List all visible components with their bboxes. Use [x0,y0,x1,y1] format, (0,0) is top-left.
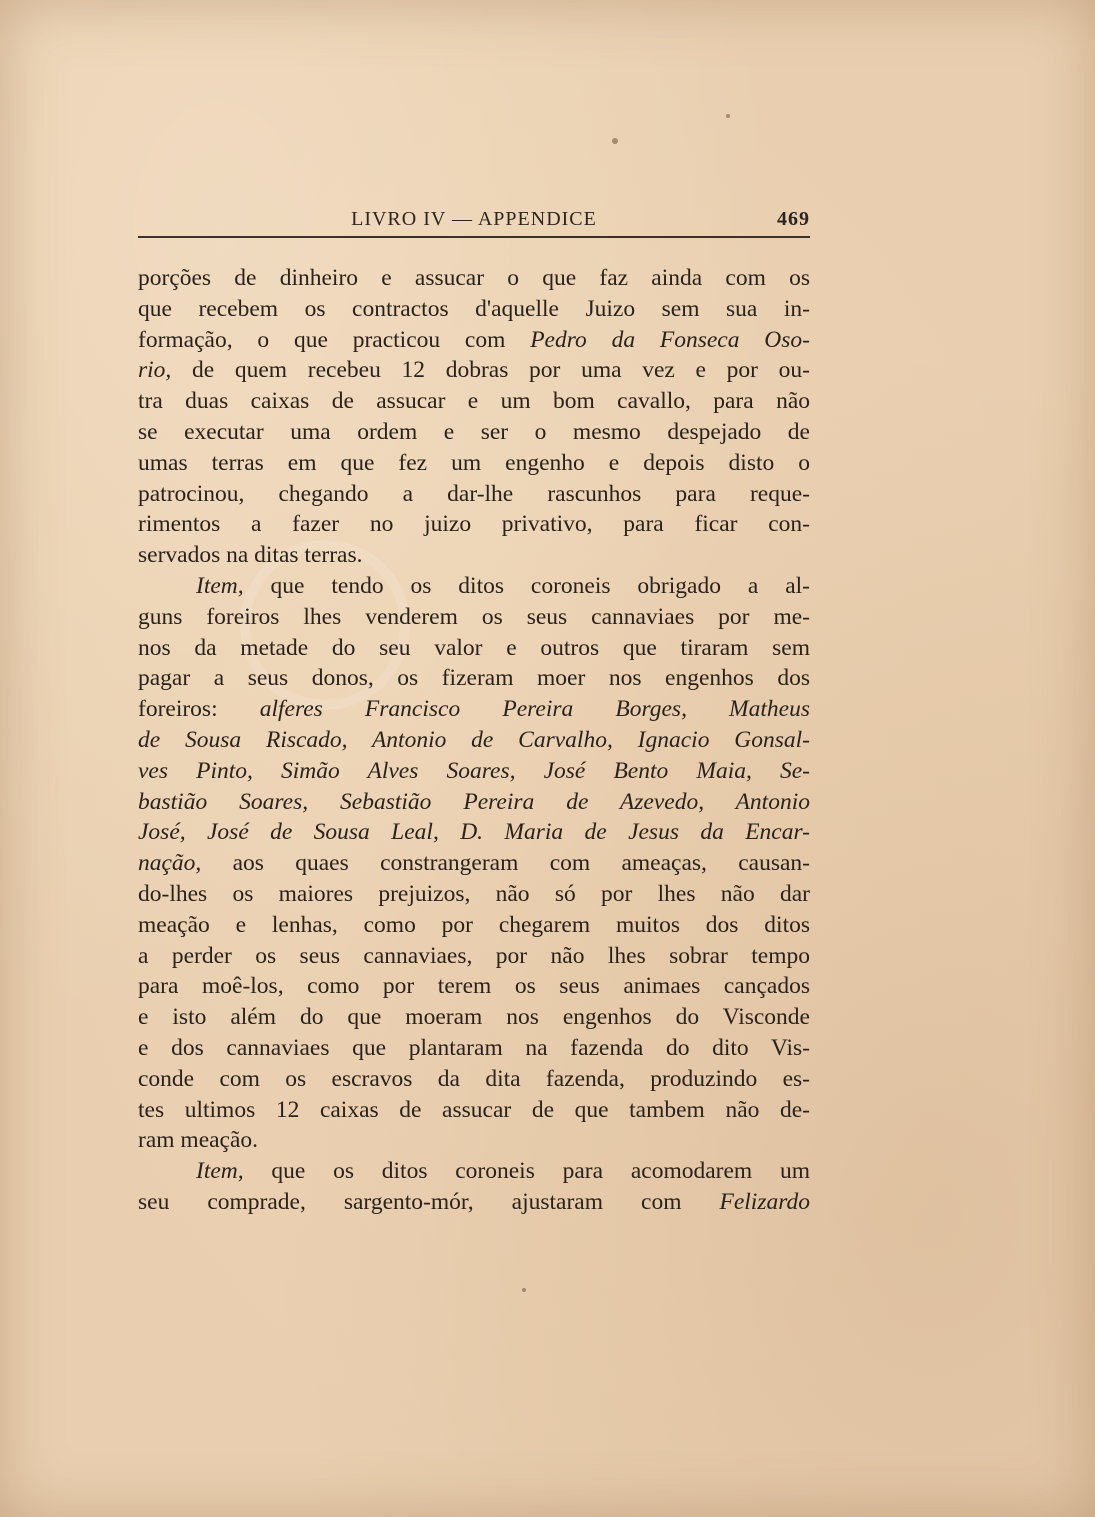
text-line: ram meação. [138,1127,259,1154]
paper-speck [522,1288,526,1292]
paper-speck [612,138,618,144]
text-line: para moê-los, como por terem os seus animaes cançados [138,973,810,1000]
text-line [138,1187,810,1218]
italic-name: de Sousa Riscado, Antonio de Carvalho, Ignacio Gonsal- [138,726,810,753]
text-line [138,694,810,725]
italic-item: Item, [196,572,244,599]
text-line: pagar a seus donos, os fizeram moer nos engenhos dos [138,665,810,692]
text-line: patrocinou, chegando a dar-lhe rascunhos para reque- [138,480,810,507]
text-line: rimentos a fazer no juizo privativo, para ficar con- [138,511,810,538]
text-line [138,355,810,386]
text-run: que os ditos coroneis para acomodarem um [243,1158,810,1185]
text-run: aos quaes constrangeram com ameaças, causan- [201,850,810,877]
italic-name: José, José de Sousa Leal, D. Maria de Jesus da Encar- [138,819,810,846]
text-line: meação e lenhas, como por chegarem muitos dos ditos [138,911,810,938]
text-line [138,756,810,787]
text-line: porções de dinheiro e assucar o que faz ainda com os [138,265,810,291]
italic-name: Felizardo [719,1188,810,1215]
text-line: se executar uma ordem e ser o mesmo despejado de [138,418,810,445]
italic-name: bastião Soares, Sebastião Pereira de Azevedo, Antonio [138,788,810,815]
text-line [138,725,810,756]
text-line [138,571,810,602]
text-run: de quem recebeu 12 dobras por uma vez e por ou- [171,357,810,384]
text-run: seu comprade, sargento-mór, ajustaram com [138,1188,720,1215]
text-line: tra duas caixas de assucar e um bom cavallo, para não [138,388,810,415]
text-run: que tendo os ditos coroneis obrigado a al- [243,572,810,599]
text-line [138,817,810,848]
text-line: umas terras em que fez um engenho e depois disto o [138,449,810,476]
text-line [138,787,810,818]
italic-item: Item, [196,1158,244,1185]
body-text [138,263,810,1218]
text-line: a perder os seus cannaviaes, por não lhes sobrar tempo [138,942,810,969]
italic-name: ves Pinto, Simão Alves Soares, José Bento Maia, Se- [138,757,810,784]
text-line [138,325,810,356]
text-line: servados na ditas terras. [138,542,363,569]
text-line: que recebem os contractos d'aquelle Juizo sem sua in- [138,295,810,322]
italic-name: rio, [138,357,172,384]
header-rule [138,236,810,238]
text-run: formação, o que practicou com [138,326,531,353]
running-title: LIVRO IV — APPENDICE [351,208,597,230]
text-line [138,848,810,879]
text-line: guns foreiros lhes venderem os seus cannaviaes por me- [138,603,810,630]
text-line [138,1156,810,1187]
running-head [138,208,810,238]
text-line: conde com os escravos da dita fazenda, produzindo es- [138,1065,810,1092]
page-number: 469 [777,208,810,230]
text-line: tes ultimos 12 caixas de assucar de que tambem não de- [138,1096,810,1123]
text-run: foreiros: [138,696,260,723]
text-line: e dos cannaviaes que plantaram na fazenda do dito Vis- [138,1034,810,1061]
text-line: do-lhes os maiores prejuizos, não só por lhes não dar [138,880,810,907]
text-line: nos da metade do seu valor e outros que tiraram sem [138,634,810,661]
italic-name: Pedro da Fonseca Oso- [530,326,810,353]
paper-speck [726,114,730,118]
text-line: e isto além do que moeram nos engenhos do Visconde [138,1004,810,1031]
italic-name: alferes Francisco Pereira Borges, Matheus [259,696,810,723]
italic-name: nação, [138,850,202,877]
